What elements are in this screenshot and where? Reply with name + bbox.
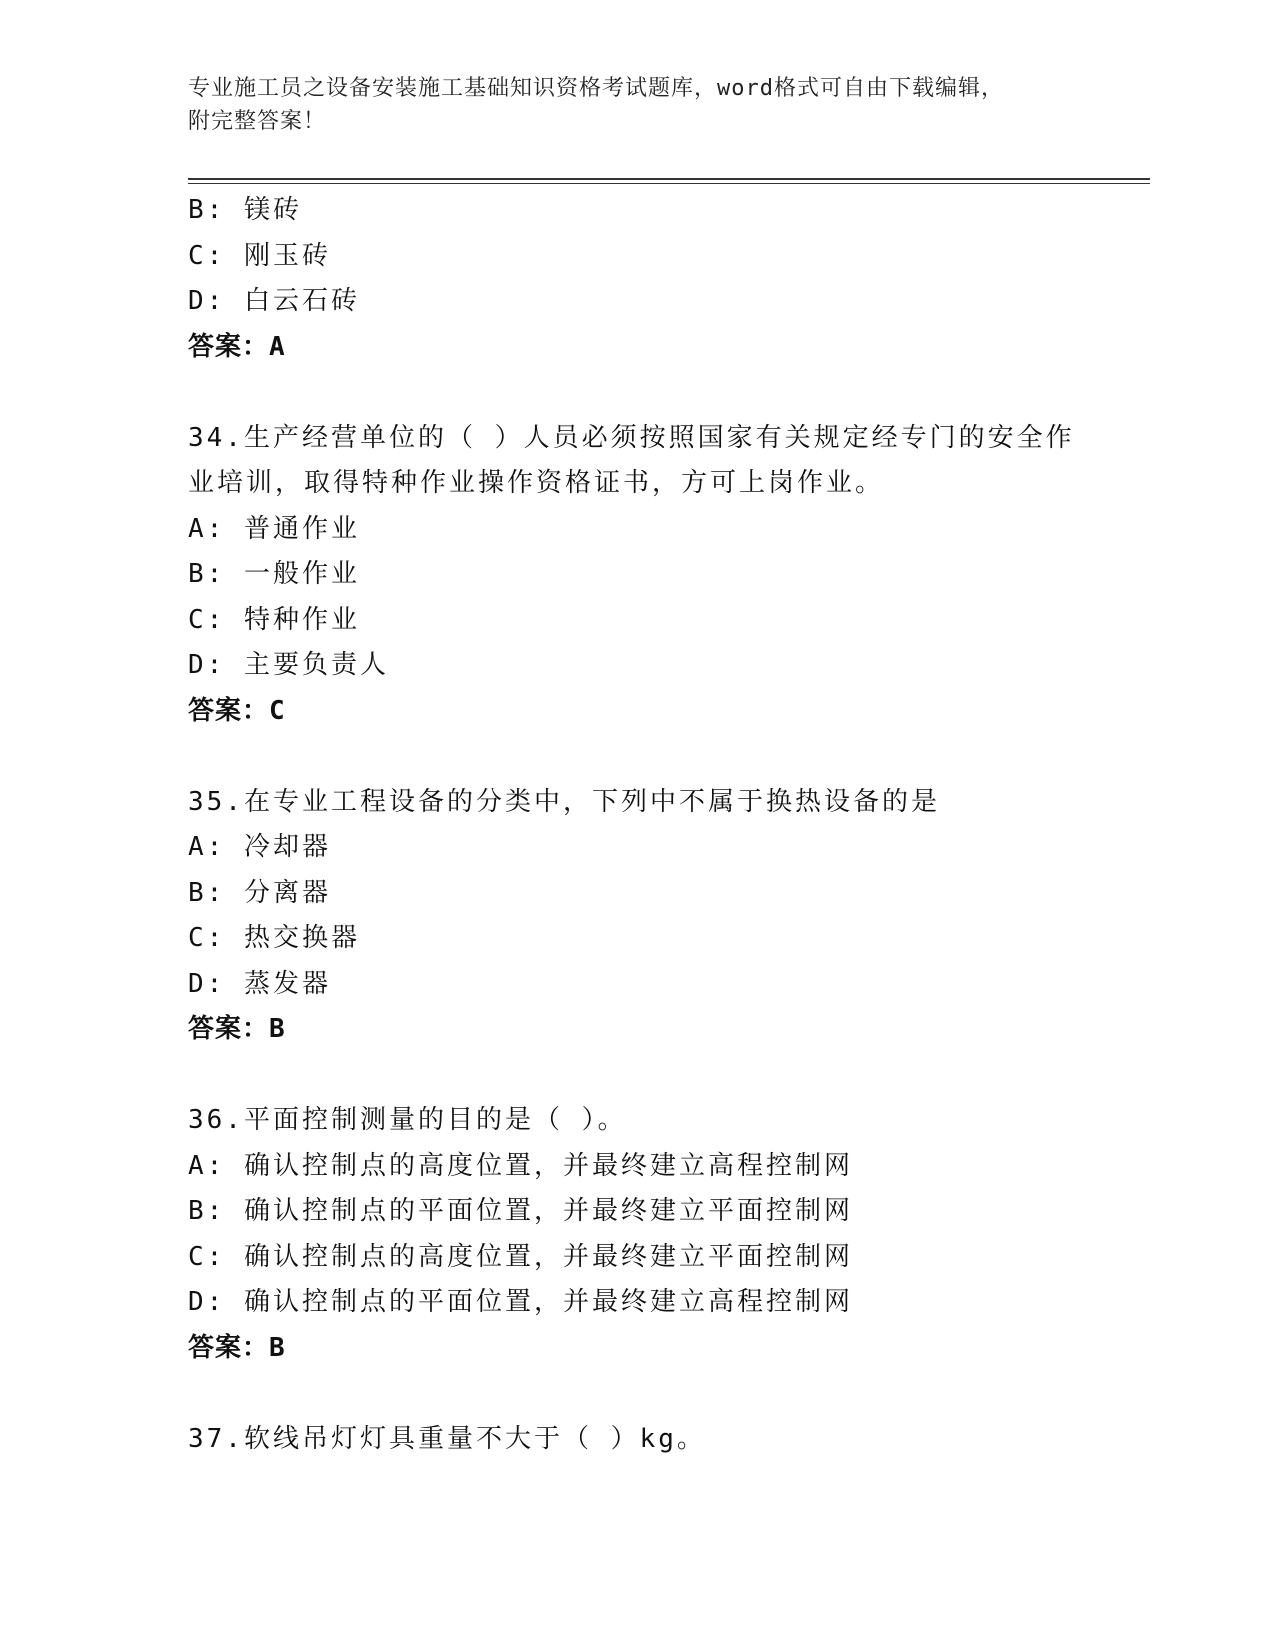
option-c: C: 热交换器 (188, 923, 360, 953)
question-spacer (188, 734, 1088, 780)
option-c: C: 确认控制点的高度位置，并最终建立平面控制网 (188, 1241, 853, 1272)
option-c: C: 特种作业 (188, 604, 360, 635)
option-b: B: 镁砖 (188, 195, 302, 225)
question-spacer (188, 370, 1088, 416)
header-divider-thin (188, 183, 1150, 184)
header-divider-thick (188, 178, 1150, 180)
question-stem-line: 36.平面控制测量的目的是（ ）。 (188, 1105, 627, 1135)
option-d: D: 主要负责人 (188, 650, 389, 680)
question-block-37 (188, 1417, 1088, 1463)
option-d: D: 白云石砖 (188, 286, 360, 316)
option-b: B: 确认控制点的平面位置，并最终建立平面控制网 (188, 1196, 853, 1226)
answer-line: 答案：A (188, 331, 286, 362)
header-line-1: 专业施工员之设备安装施工基础知识资格考试题库，word格式可自由下载编辑， (188, 76, 1004, 101)
header-line-2: 附完整答案！ (188, 109, 327, 134)
question-block-36 (188, 1098, 1088, 1371)
option-a: A: 确认控制点的高度位置，并最终建立高程控制网 (188, 1150, 853, 1181)
question-stem-line: 34.生产经营单位的（ ）人员必须按照国家有关规定经专门的安全作 (188, 422, 1075, 453)
document-header (188, 72, 1088, 138)
question-list (188, 188, 1088, 1462)
question-spacer (188, 1053, 1088, 1099)
question-stem-line: 35.在专业工程设备的分类中，下列中不属于换热设备的是 (188, 786, 940, 817)
question-block-35 (188, 780, 1088, 1053)
option-a: A: 普通作业 (188, 513, 360, 544)
answer-line: 答案：B (188, 1332, 286, 1363)
question-stem-line: 37.软线吊灯灯具重量不大于（ ）kg。 (188, 1423, 706, 1454)
option-d: D: 确认控制点的平面位置，并最终建立高程控制网 (188, 1287, 853, 1317)
question-block-33 (188, 188, 1088, 370)
option-b: B: 分离器 (188, 877, 331, 908)
option-d: D: 蒸发器 (188, 968, 331, 999)
answer-line: 答案：C (188, 695, 286, 726)
option-b: B: 一般作业 (188, 559, 360, 589)
option-c: C: 刚玉砖 (188, 240, 331, 271)
answer-line: 答案：B (188, 1014, 286, 1044)
question-spacer (188, 1371, 1088, 1417)
question-stem-line: 业培训，取得特种作业操作资格证书，方可上岗作业。 (188, 468, 885, 498)
question-block-34 (188, 416, 1088, 735)
option-a: A: 冷却器 (188, 832, 331, 862)
